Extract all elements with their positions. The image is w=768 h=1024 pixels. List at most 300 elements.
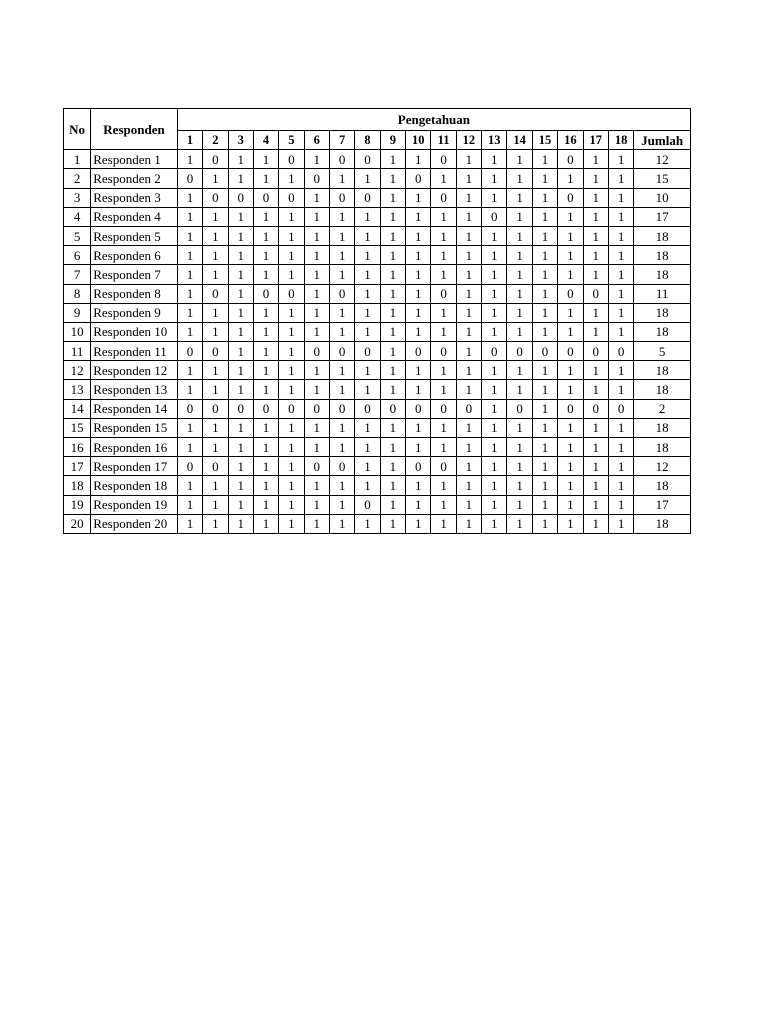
table-header xyxy=(64,109,691,150)
answer-score-cell: 1 xyxy=(279,342,304,361)
answer-score-cell: 1 xyxy=(406,188,431,207)
answer-score-cell: 0 xyxy=(253,188,278,207)
answer-score-cell: 1 xyxy=(228,246,253,265)
answer-score-cell: 1 xyxy=(406,495,431,514)
answer-score-cell: 0 xyxy=(329,399,354,418)
answer-score-cell: 1 xyxy=(532,361,557,380)
answer-score-cell: 1 xyxy=(558,418,583,437)
question-number-header: 13 xyxy=(482,131,507,150)
answer-score-cell: 1 xyxy=(583,322,608,341)
answer-score-cell: 1 xyxy=(304,380,329,399)
answer-score-cell: 0 xyxy=(456,399,481,418)
answer-score-cell: 1 xyxy=(532,303,557,322)
answer-score-cell: 1 xyxy=(431,418,456,437)
answer-score-cell: 1 xyxy=(583,207,608,226)
answer-score-cell: 1 xyxy=(608,495,633,514)
answer-score-cell: 1 xyxy=(431,303,456,322)
answer-score-cell: 1 xyxy=(253,495,278,514)
answer-score-cell: 1 xyxy=(228,361,253,380)
answer-score-cell: 1 xyxy=(406,226,431,245)
answer-score-cell: 1 xyxy=(380,188,405,207)
answer-score-cell: 1 xyxy=(279,226,304,245)
answer-score-cell: 1 xyxy=(203,476,228,495)
question-number-header: 12 xyxy=(456,131,481,150)
answer-score-cell: 0 xyxy=(431,284,456,303)
answer-score-cell: 1 xyxy=(329,226,354,245)
table-row xyxy=(64,457,691,476)
answer-score-cell: 1 xyxy=(304,303,329,322)
answer-score-cell: 1 xyxy=(482,284,507,303)
answer-score-cell: 1 xyxy=(532,322,557,341)
answer-score-cell: 1 xyxy=(329,514,354,533)
answer-score-cell: 0 xyxy=(253,399,278,418)
answer-score-cell: 0 xyxy=(304,342,329,361)
answer-score-cell: 0 xyxy=(279,284,304,303)
answer-score-cell: 1 xyxy=(583,361,608,380)
total-score-cell: 18 xyxy=(634,438,691,457)
answer-score-cell: 1 xyxy=(558,438,583,457)
answer-score-cell: 1 xyxy=(355,322,380,341)
answer-score-cell: 1 xyxy=(228,207,253,226)
answer-score-cell: 1 xyxy=(507,457,532,476)
answer-score-cell: 0 xyxy=(355,495,380,514)
answer-score-cell: 0 xyxy=(279,188,304,207)
answer-score-cell: 1 xyxy=(507,514,532,533)
row-number-cell: 5 xyxy=(64,226,91,245)
answer-score-cell: 1 xyxy=(304,265,329,284)
answer-score-cell: 1 xyxy=(608,150,633,169)
answer-score-cell: 1 xyxy=(482,514,507,533)
row-number-cell: 8 xyxy=(64,284,91,303)
answer-score-cell: 1 xyxy=(279,246,304,265)
table-row xyxy=(64,265,691,284)
answer-score-cell: 1 xyxy=(583,226,608,245)
answer-score-cell: 1 xyxy=(482,399,507,418)
answer-score-cell: 1 xyxy=(456,322,481,341)
respondent-name-cell: Responden 5 xyxy=(91,226,178,245)
answer-score-cell: 1 xyxy=(558,322,583,341)
table-row xyxy=(64,380,691,399)
answer-score-cell: 0 xyxy=(431,150,456,169)
answer-score-cell: 0 xyxy=(558,188,583,207)
respondent-name-cell: Responden 7 xyxy=(91,265,178,284)
table-row xyxy=(64,169,691,188)
answer-score-cell: 1 xyxy=(253,342,278,361)
answer-score-cell: 1 xyxy=(532,284,557,303)
answer-score-cell: 1 xyxy=(253,380,278,399)
answer-score-cell: 1 xyxy=(380,380,405,399)
answer-score-cell: 1 xyxy=(431,476,456,495)
answer-score-cell: 1 xyxy=(279,265,304,284)
answer-score-cell: 1 xyxy=(177,322,202,341)
answer-score-cell: 0 xyxy=(431,342,456,361)
total-score-cell: 18 xyxy=(634,303,691,322)
table-row xyxy=(64,399,691,418)
question-number-header: 10 xyxy=(406,131,431,150)
answer-score-cell: 1 xyxy=(583,188,608,207)
answer-score-cell: 1 xyxy=(532,188,557,207)
respondent-name-cell: Responden 10 xyxy=(91,322,178,341)
answer-score-cell: 1 xyxy=(279,380,304,399)
answer-score-cell: 1 xyxy=(532,438,557,457)
answer-score-cell: 1 xyxy=(228,150,253,169)
question-number-header: 18 xyxy=(608,131,633,150)
answer-score-cell: 1 xyxy=(177,476,202,495)
answer-score-cell: 1 xyxy=(253,169,278,188)
answer-score-cell: 1 xyxy=(279,418,304,437)
answer-score-cell: 1 xyxy=(203,207,228,226)
answer-score-cell: 1 xyxy=(253,438,278,457)
answer-score-cell: 1 xyxy=(253,476,278,495)
answer-score-cell: 1 xyxy=(406,265,431,284)
answer-score-cell: 1 xyxy=(329,322,354,341)
answer-score-cell: 1 xyxy=(177,188,202,207)
answer-score-cell: 1 xyxy=(456,361,481,380)
answer-score-cell: 1 xyxy=(583,514,608,533)
answer-score-cell: 1 xyxy=(583,476,608,495)
answer-score-cell: 1 xyxy=(456,457,481,476)
answer-score-cell: 1 xyxy=(228,169,253,188)
row-number-cell: 13 xyxy=(64,380,91,399)
answer-score-cell: 1 xyxy=(507,476,532,495)
answer-score-cell: 1 xyxy=(355,418,380,437)
answer-score-cell: 1 xyxy=(431,495,456,514)
answer-score-cell: 0 xyxy=(558,150,583,169)
respondent-name-cell: Responden 2 xyxy=(91,169,178,188)
answer-score-cell: 0 xyxy=(177,342,202,361)
answer-score-cell: 0 xyxy=(355,399,380,418)
answer-score-cell: 1 xyxy=(431,169,456,188)
total-score-cell: 18 xyxy=(634,514,691,533)
answer-score-cell: 1 xyxy=(380,322,405,341)
table-row xyxy=(64,438,691,457)
answer-score-cell: 1 xyxy=(608,476,633,495)
answer-score-cell: 0 xyxy=(532,342,557,361)
answer-score-cell: 1 xyxy=(253,207,278,226)
answer-score-cell: 1 xyxy=(507,418,532,437)
answer-score-cell: 1 xyxy=(583,303,608,322)
row-number-cell: 20 xyxy=(64,514,91,533)
answer-score-cell: 0 xyxy=(583,342,608,361)
answer-score-cell: 1 xyxy=(177,150,202,169)
answer-score-cell: 0 xyxy=(177,399,202,418)
answer-score-cell: 1 xyxy=(406,418,431,437)
answer-score-cell: 1 xyxy=(177,246,202,265)
answer-score-cell: 1 xyxy=(380,476,405,495)
answer-score-cell: 0 xyxy=(482,207,507,226)
answer-score-cell: 1 xyxy=(558,207,583,226)
answer-score-cell: 1 xyxy=(203,246,228,265)
answer-score-cell: 0 xyxy=(329,284,354,303)
answer-score-cell: 0 xyxy=(482,342,507,361)
answer-score-cell: 1 xyxy=(253,514,278,533)
answer-score-cell: 1 xyxy=(532,150,557,169)
answer-score-cell: 1 xyxy=(355,380,380,399)
answer-score-cell: 1 xyxy=(177,207,202,226)
answer-score-cell: 0 xyxy=(406,342,431,361)
answer-score-cell: 1 xyxy=(177,418,202,437)
question-number-header: 3 xyxy=(228,131,253,150)
answer-score-cell: 1 xyxy=(253,150,278,169)
answer-score-cell: 0 xyxy=(406,399,431,418)
answer-score-cell: 1 xyxy=(532,207,557,226)
answer-score-cell: 1 xyxy=(355,226,380,245)
answer-score-cell: 1 xyxy=(532,399,557,418)
table-body xyxy=(64,150,691,534)
answer-score-cell: 1 xyxy=(507,207,532,226)
answer-score-cell: 1 xyxy=(482,322,507,341)
answer-score-cell: 1 xyxy=(253,265,278,284)
table-row xyxy=(64,495,691,514)
table-row xyxy=(64,207,691,226)
answer-score-cell: 0 xyxy=(203,399,228,418)
total-score-cell: 18 xyxy=(634,246,691,265)
total-score-cell: 17 xyxy=(634,495,691,514)
answer-score-cell: 1 xyxy=(608,284,633,303)
answer-score-cell: 1 xyxy=(482,438,507,457)
question-number-header: 2 xyxy=(203,131,228,150)
answer-score-cell: 1 xyxy=(482,476,507,495)
row-number-cell: 4 xyxy=(64,207,91,226)
answer-score-cell: 1 xyxy=(228,226,253,245)
answer-score-cell: 1 xyxy=(608,514,633,533)
question-number-header: 17 xyxy=(583,131,608,150)
question-number-header: 4 xyxy=(253,131,278,150)
answer-score-cell: 1 xyxy=(507,284,532,303)
answer-score-cell: 1 xyxy=(406,246,431,265)
answer-score-cell: 1 xyxy=(304,322,329,341)
answer-score-cell: 1 xyxy=(304,150,329,169)
answer-score-cell: 1 xyxy=(228,322,253,341)
answer-score-cell: 1 xyxy=(608,246,633,265)
question-number-header: 7 xyxy=(329,131,354,150)
answer-score-cell: 0 xyxy=(507,342,532,361)
answer-score-cell: 1 xyxy=(507,169,532,188)
answer-score-cell: 1 xyxy=(583,495,608,514)
row-number-cell: 10 xyxy=(64,322,91,341)
answer-score-cell: 1 xyxy=(583,457,608,476)
answer-score-cell: 0 xyxy=(279,399,304,418)
answer-score-cell: 1 xyxy=(279,495,304,514)
row-number-cell: 2 xyxy=(64,169,91,188)
answer-score-cell: 1 xyxy=(532,380,557,399)
answer-score-cell: 1 xyxy=(253,322,278,341)
answer-score-cell: 1 xyxy=(355,457,380,476)
answer-score-cell: 1 xyxy=(329,476,354,495)
answer-score-cell: 1 xyxy=(380,457,405,476)
answer-score-cell: 1 xyxy=(177,380,202,399)
answer-score-cell: 1 xyxy=(380,361,405,380)
answer-score-cell: 0 xyxy=(203,284,228,303)
answer-score-cell: 0 xyxy=(406,457,431,476)
answer-score-cell: 1 xyxy=(431,207,456,226)
answer-score-cell: 0 xyxy=(329,150,354,169)
answer-score-cell: 1 xyxy=(482,418,507,437)
answer-score-cell: 1 xyxy=(406,361,431,380)
respondent-name-cell: Responden 9 xyxy=(91,303,178,322)
row-number-cell: 17 xyxy=(64,457,91,476)
row-number-cell: 12 xyxy=(64,361,91,380)
answer-score-cell: 1 xyxy=(431,380,456,399)
answer-score-cell: 1 xyxy=(228,457,253,476)
answer-score-cell: 1 xyxy=(203,418,228,437)
answer-score-cell: 1 xyxy=(304,207,329,226)
answer-score-cell: 0 xyxy=(431,188,456,207)
row-number-cell: 1 xyxy=(64,150,91,169)
answer-score-cell: 1 xyxy=(228,438,253,457)
answer-score-cell: 1 xyxy=(456,514,481,533)
respondent-name-cell: Responden 14 xyxy=(91,399,178,418)
answer-score-cell: 1 xyxy=(355,246,380,265)
question-number-header: 9 xyxy=(380,131,405,150)
answer-score-cell: 1 xyxy=(456,246,481,265)
total-score-cell: 10 xyxy=(634,188,691,207)
total-score-cell: 18 xyxy=(634,380,691,399)
answer-score-cell: 1 xyxy=(456,169,481,188)
answer-score-cell: 1 xyxy=(608,188,633,207)
total-score-cell: 12 xyxy=(634,150,691,169)
answer-score-cell: 0 xyxy=(203,342,228,361)
respondent-name-cell: Responden 12 xyxy=(91,361,178,380)
answer-score-cell: 1 xyxy=(583,438,608,457)
question-number-header: 11 xyxy=(431,131,456,150)
respondent-name-cell: Responden 13 xyxy=(91,380,178,399)
answer-score-cell: 1 xyxy=(203,495,228,514)
answer-score-cell: 1 xyxy=(329,265,354,284)
answer-score-cell: 0 xyxy=(279,150,304,169)
table-row xyxy=(64,514,691,533)
answer-score-cell: 1 xyxy=(558,169,583,188)
answer-score-cell: 1 xyxy=(558,226,583,245)
answer-score-cell: 1 xyxy=(355,169,380,188)
answer-score-cell: 1 xyxy=(482,226,507,245)
answer-score-cell: 1 xyxy=(279,322,304,341)
respondent-name-cell: Responden 18 xyxy=(91,476,178,495)
answer-score-cell: 1 xyxy=(177,514,202,533)
answer-score-cell: 1 xyxy=(532,226,557,245)
answer-score-cell: 0 xyxy=(431,399,456,418)
answer-score-cell: 0 xyxy=(203,188,228,207)
answer-score-cell: 1 xyxy=(608,418,633,437)
question-number-header: 6 xyxy=(304,131,329,150)
answer-score-cell: 1 xyxy=(558,361,583,380)
answer-score-cell: 1 xyxy=(482,380,507,399)
answer-score-cell: 1 xyxy=(279,514,304,533)
answer-score-cell: 1 xyxy=(482,150,507,169)
answer-score-cell: 1 xyxy=(406,303,431,322)
respondent-name-cell: Responden 20 xyxy=(91,514,178,533)
answer-score-cell: 0 xyxy=(203,150,228,169)
answer-score-cell: 1 xyxy=(279,303,304,322)
answer-score-cell: 1 xyxy=(583,246,608,265)
answer-score-cell: 1 xyxy=(355,207,380,226)
respondent-name-cell: Responden 1 xyxy=(91,150,178,169)
answer-score-cell: 0 xyxy=(406,169,431,188)
answer-score-cell: 1 xyxy=(406,207,431,226)
answer-score-cell: 0 xyxy=(228,188,253,207)
answer-score-cell: 0 xyxy=(203,457,228,476)
answer-score-cell: 0 xyxy=(177,169,202,188)
respondent-name-cell: Responden 16 xyxy=(91,438,178,457)
total-score-cell: 18 xyxy=(634,226,691,245)
answer-score-cell: 1 xyxy=(279,361,304,380)
answer-score-cell: 1 xyxy=(507,246,532,265)
answer-score-cell: 1 xyxy=(355,284,380,303)
answer-score-cell: 1 xyxy=(355,438,380,457)
answer-score-cell: 1 xyxy=(406,322,431,341)
answer-score-cell: 1 xyxy=(177,303,202,322)
answer-score-cell: 0 xyxy=(558,284,583,303)
answer-score-cell: 1 xyxy=(279,438,304,457)
answer-score-cell: 1 xyxy=(380,207,405,226)
answer-score-cell: 1 xyxy=(380,284,405,303)
answer-score-cell: 0 xyxy=(608,399,633,418)
answer-score-cell: 1 xyxy=(228,265,253,284)
answer-score-cell: 1 xyxy=(329,418,354,437)
answer-score-cell: 1 xyxy=(177,438,202,457)
answer-score-cell: 1 xyxy=(507,495,532,514)
total-score-cell: 2 xyxy=(634,399,691,418)
answer-score-cell: 1 xyxy=(304,188,329,207)
answer-score-cell: 1 xyxy=(406,284,431,303)
answer-score-cell: 1 xyxy=(228,418,253,437)
answer-score-cell: 1 xyxy=(329,495,354,514)
answer-score-cell: 1 xyxy=(532,265,557,284)
row-number-cell: 15 xyxy=(64,418,91,437)
answer-score-cell: 1 xyxy=(532,514,557,533)
answer-score-cell: 1 xyxy=(355,265,380,284)
respondent-name-cell: Responden 8 xyxy=(91,284,178,303)
answer-score-cell: 1 xyxy=(482,303,507,322)
answer-score-cell: 1 xyxy=(507,265,532,284)
answer-score-cell: 1 xyxy=(380,169,405,188)
answer-score-cell: 1 xyxy=(532,457,557,476)
answer-score-cell: 1 xyxy=(253,246,278,265)
answer-score-cell: 1 xyxy=(228,303,253,322)
answer-score-cell: 1 xyxy=(431,438,456,457)
table-row xyxy=(64,322,691,341)
answer-score-cell: 1 xyxy=(380,226,405,245)
answer-score-cell: 1 xyxy=(329,169,354,188)
respondent-name-cell: Responden 11 xyxy=(91,342,178,361)
answer-score-cell: 0 xyxy=(329,188,354,207)
answer-score-cell: 1 xyxy=(177,265,202,284)
question-number-header: 15 xyxy=(532,131,557,150)
answer-score-cell: 1 xyxy=(507,150,532,169)
answer-score-cell: 1 xyxy=(203,438,228,457)
answer-score-cell: 0 xyxy=(558,399,583,418)
answer-score-cell: 1 xyxy=(228,476,253,495)
answer-score-cell: 0 xyxy=(304,169,329,188)
answer-score-cell: 1 xyxy=(456,284,481,303)
knowledge-score-table xyxy=(63,108,691,534)
answer-score-cell: 1 xyxy=(608,226,633,245)
answer-score-cell: 1 xyxy=(583,418,608,437)
answer-score-cell: 1 xyxy=(558,380,583,399)
answer-score-cell: 1 xyxy=(558,476,583,495)
answer-score-cell: 1 xyxy=(482,188,507,207)
table-row xyxy=(64,246,691,265)
answer-score-cell: 1 xyxy=(431,226,456,245)
answer-score-cell: 1 xyxy=(431,322,456,341)
answer-score-cell: 1 xyxy=(203,380,228,399)
answer-score-cell: 1 xyxy=(203,265,228,284)
answer-score-cell: 1 xyxy=(380,514,405,533)
answer-score-cell: 1 xyxy=(456,438,481,457)
answer-score-cell: 1 xyxy=(203,361,228,380)
table-row xyxy=(64,342,691,361)
answer-score-cell: 1 xyxy=(304,284,329,303)
